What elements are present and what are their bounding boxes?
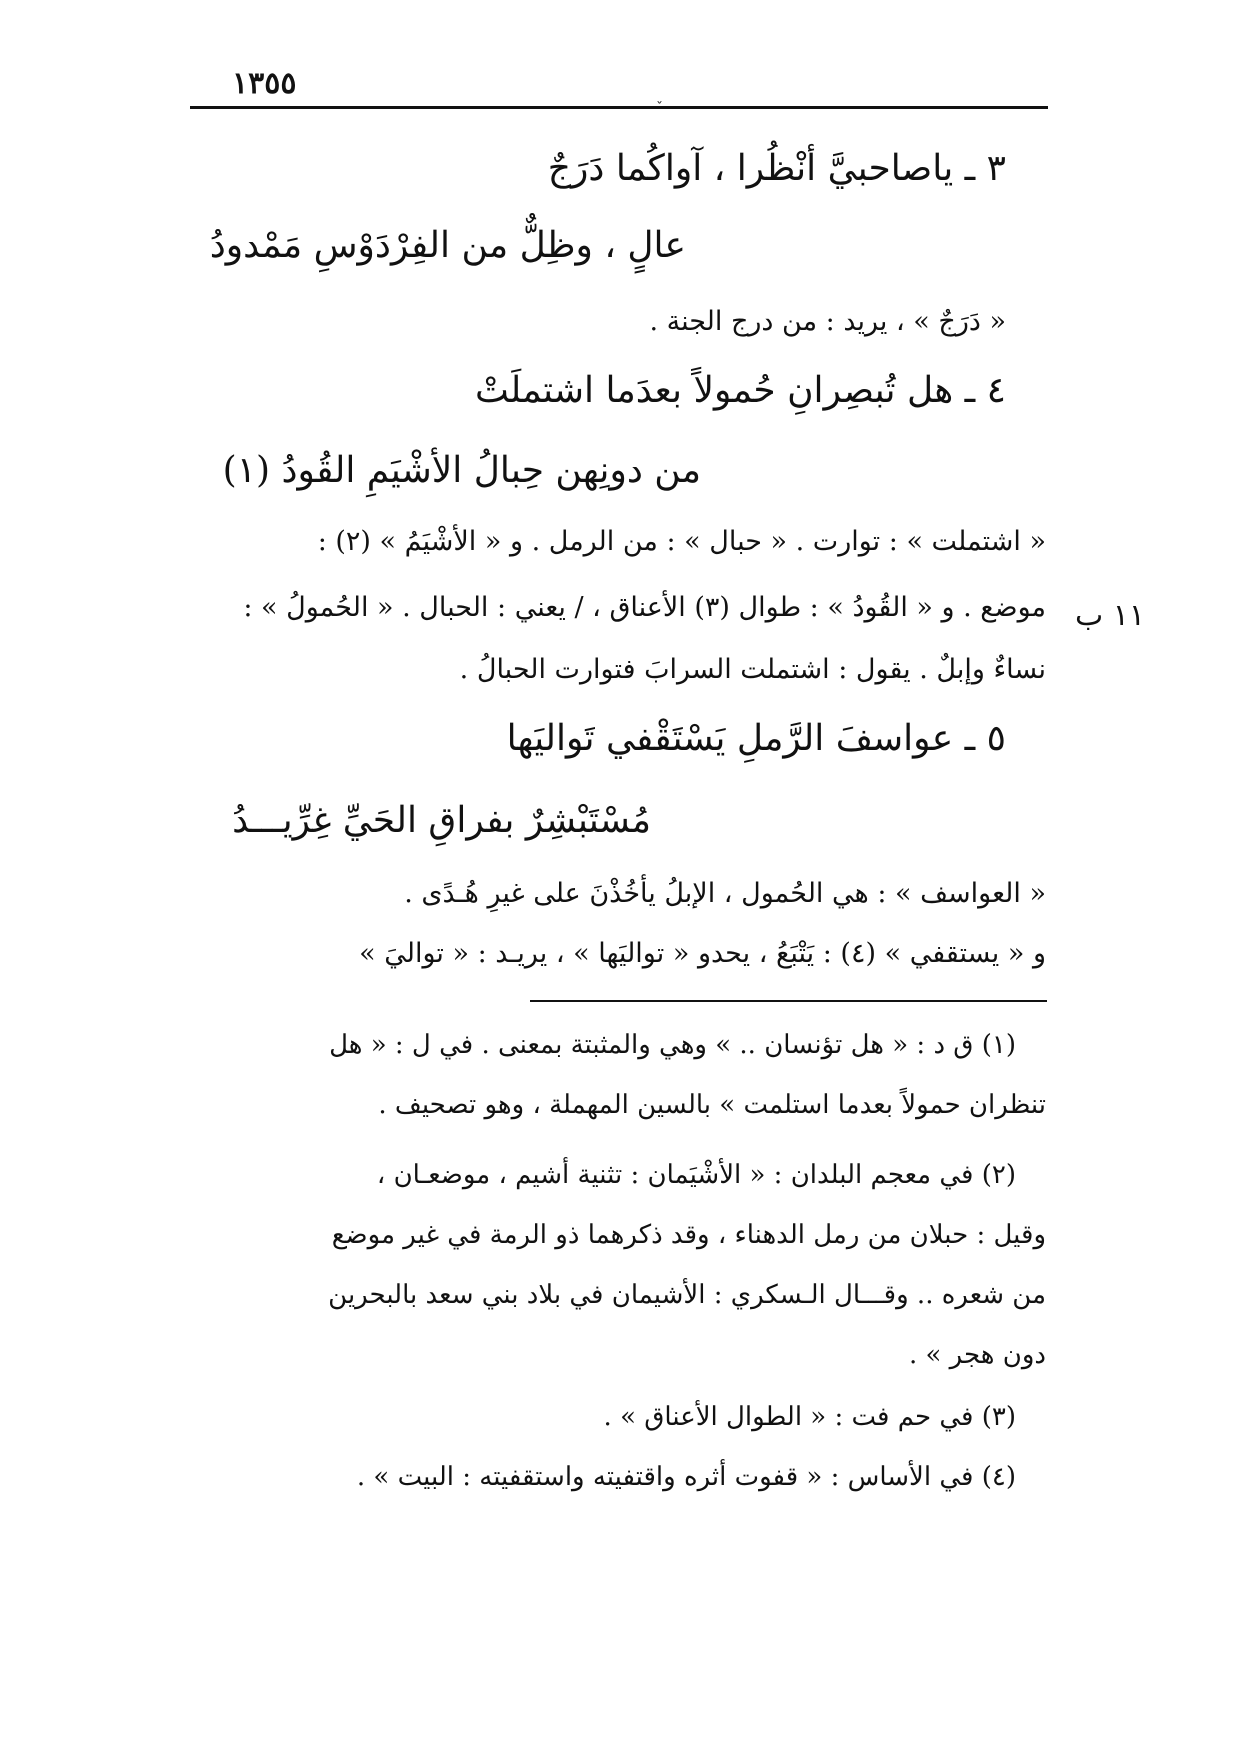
footnote-line: (٢) في معجم البلدان : « الأشْيَمان : تثنية أشيم ، موضعـان ، — [376, 1160, 1016, 1190]
footnote-line: دون هجر » . — [908, 1340, 1046, 1370]
verse-4-first-hemistich: ٤ ـ هل تُبصِرانِ حُمولاً بعدَما اشتملَتْ — [474, 370, 1006, 411]
page-number: ١٣٥٥ — [232, 66, 297, 101]
footnote-separator — [530, 1000, 1047, 1002]
footnote-line: (١) ق د : « هل تؤنسان .. » وهي والمثبتة بمعنى . في ل : « هل — [329, 1030, 1016, 1060]
verse-5-commentary-line: و « يستقفي » (٤) : يَتْبَعُ ، يحدو « تواليَها » ، يريـد : « تواليَ » — [359, 938, 1046, 969]
header-rule — [190, 106, 1048, 109]
verse-4-second-hemistich: من دونِهن حِبالُ الأشْيَمِ القُودُ (١) — [222, 450, 701, 491]
footnote-line: وقيل : حبلان من رمل الدهناء ، وقد ذكرهما ذو الرمة في غير موضع — [331, 1220, 1046, 1250]
footnote-line: (٣) في حم فت : « الطوال الأعناق » . — [603, 1402, 1016, 1432]
margin-folio-mark: ١١ ب — [1075, 598, 1146, 633]
footnote-line: (٤) في الأساس : « قفوت أثره واقتفيته واستقفيته : البيت » . — [356, 1462, 1016, 1492]
verse-4-commentary-line: موضع . و « القُودُ » : طوال (٣) الأعناق ، / يعني : الحبال . « الحُمولُ » : — [243, 592, 1046, 623]
verse-4-commentary-line: نساءٌ وإبلٌ . يقول : اشتملت السرابَ فتوارت الحبالُ . — [459, 654, 1046, 685]
footnote-line: من شعره .. وقـــال الـسكري : الأشيمان في بلاد بني سعد بالبحرين — [328, 1280, 1046, 1310]
verse-3-first-hemistich: ٣ ـ ياصاحبيَّ أنْظُرا ، آواكُما دَرَجٌ — [547, 148, 1006, 189]
verse-3-second-hemistich: عالٍ ، وظِلٌّ من الفِرْدَوْسِ مَمْدودُ — [209, 225, 686, 266]
verse-5-second-hemistich: مُسْتَبْشِرٌ بفراقِ الحَيِّ غِرِّيـــدُ — [232, 800, 651, 841]
footnote-line: تنظران حمولاً بعدما استلمت » بالسين المهملة ، وهو تصحيف . — [378, 1090, 1046, 1120]
verse-5-commentary-line: « العواسف » : هي الحُمول ، الإبلُ يأخُذْنَ على غيرِ هُـدًى . — [404, 878, 1046, 909]
verse-5-first-hemistich: ٥ ـ عواسفَ الرَّملِ يَسْتَقْفي تَواليَها — [506, 718, 1006, 759]
verse-4-commentary-line: « اشتملت » : توارت . « حبال » : من الرمل . و « الأشْيَمُ » (٢) : — [317, 526, 1046, 557]
verse-3-commentary-line: « دَرَجٌ » ، يريد : من درج الجنة . — [649, 306, 1006, 337]
